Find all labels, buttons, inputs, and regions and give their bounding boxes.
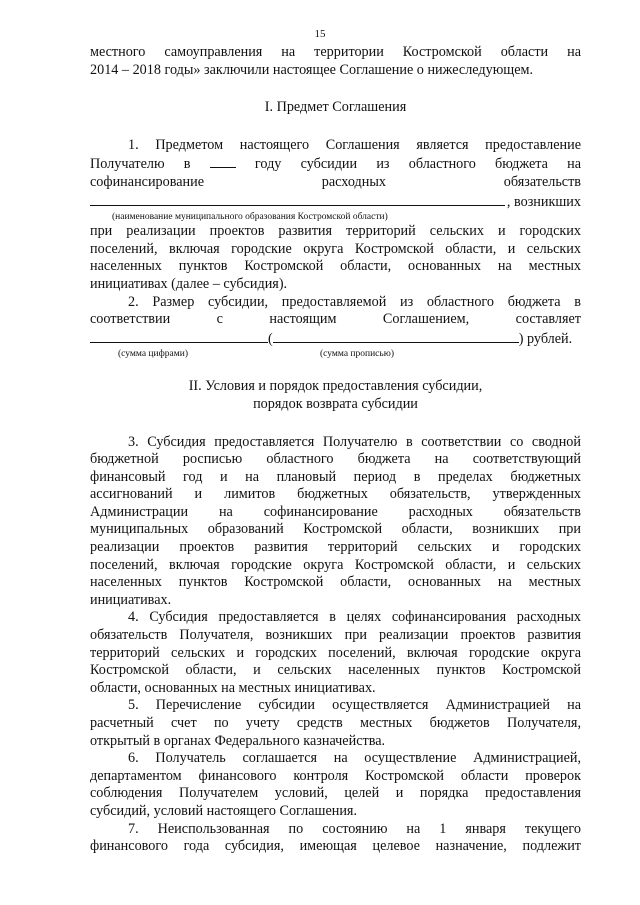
page-number: 15	[314, 28, 326, 40]
p5-line-3: открытый в органах Федерального казначейства.	[90, 732, 386, 749]
p1-line-1: 1. Предметом настоящего Соглашения является предоставление	[128, 136, 581, 153]
p3-line-6: муниципальных образований Костромской области, возникших при	[90, 521, 581, 538]
p3-line-1: 3. Субсидия предоставляется Получателю в соответствии со сводной	[128, 433, 581, 450]
year-blank	[210, 154, 236, 168]
p4-line-4: Костромской области, и сельских населенных пунктов Костромской	[90, 662, 581, 679]
p1-recipient-text: Получателю в	[90, 156, 191, 173]
p3-line-8: поселений, включая городские округа Костромской области, и сельских	[90, 556, 581, 573]
p6-line-3: соблюдения Получателем условий, целей и порядка предоставления	[90, 785, 581, 802]
p7-line-2: финансового года субсидия, имеющая целевое назначение, подлежит	[90, 838, 581, 855]
municipality-name-blank	[90, 192, 505, 206]
p7-line-1: 7. Неиспользованная по состоянию на 1 января текущего	[128, 820, 581, 837]
p1-line-3: софинансирование расходных обязательств	[90, 173, 581, 190]
p6-line-2: департаментом финансового контроля Костромской области проверок	[90, 767, 581, 784]
p3-line-2: бюджетной росписью областного бюджета на соответствующий	[90, 451, 581, 468]
rubles-text: ) рублей.	[518, 330, 573, 347]
p4-line-1: 4. Субсидия предоставляется в целях софинансирования расходных	[128, 609, 581, 626]
open-paren: (	[268, 330, 273, 347]
p1-line-6: поселений, включая городские округа Костромской области, и сельских	[90, 240, 581, 257]
p1-line-5: при реализации проектов развития территорий сельских и городских	[90, 223, 581, 240]
p1-line-7: населенных пунктов Костромской области, основанных на местных	[90, 258, 581, 275]
sum-words-blank	[273, 329, 519, 343]
p3-line-5: Администрации на софинансирование расходных обязательств	[90, 503, 581, 520]
municipality-name-caption: (наименование муниципального образования Костромской области)	[112, 212, 388, 223]
section-2-title-line-2: порядок возврата субсидии	[253, 395, 418, 412]
sum-words-caption: (сумма прописью)	[320, 349, 394, 360]
p3-line-7: реализации проектов развития территорий сельских и городских	[90, 539, 581, 556]
sum-digits-blank	[90, 329, 268, 343]
section-2-title-line-1: II. Условия и порядок предоставления субсидии,	[188, 378, 483, 395]
p4-line-5: области, основанных на местных инициативах.	[90, 679, 376, 696]
p5-line-1: 5. Перечисление субсидии осуществляется Администрацией на	[128, 697, 581, 714]
p3-line-3: финансовый год и на плановый период в пределах бюджетных	[90, 468, 581, 485]
p6-line-4: субсидий, условий настоящего Соглашения.	[90, 802, 358, 819]
p1-line-2	[90, 154, 581, 174]
section-1-title: I. Предмет Соглашения	[264, 99, 407, 116]
p1-line-8: инициативах (далее – субсидия).	[90, 275, 288, 292]
p3-line-4: ассигнований и лимитов бюджетных обязательств, утвержденных	[90, 486, 581, 503]
sum-digits-caption: (сумма цифрами)	[118, 349, 188, 360]
p3-line-9: населенных пунктов Костромской области, основанных на местных	[90, 574, 581, 591]
sum-captions	[90, 348, 581, 360]
p4-line-3: территорий сельских и городских поселений, включая городские округа	[90, 644, 581, 661]
p1-arising-text: , возникших	[506, 193, 581, 210]
p3-line-10: инициативах.	[90, 591, 172, 608]
p6-line-1: 6. Получатель соглашается на осуществление Администрацией,	[128, 750, 581, 767]
p1-year-text: году субсидии из областного бюджета на	[254, 156, 581, 173]
p5-line-2: расчетный счет по учету средств местных бюджетов Получателя,	[90, 715, 581, 731]
p4-line-2: обязательств Получателя, возникших при реализации проектов развития	[90, 627, 581, 644]
intro-line-1: местного самоуправления на территории Костромской области на	[90, 44, 581, 60]
document-body	[90, 44, 581, 856]
p2-line-2: соответствии с настоящим Соглашением, составляет	[90, 311, 581, 328]
intro-line-2: 2014 – 2018 годы» заключили настоящее Соглашение о нижеследующем.	[90, 61, 534, 78]
p2-line-1: 2. Размер субсидии, предоставляемой из областного бюджета в	[128, 293, 581, 310]
p2-line-3	[90, 329, 581, 349]
p1-line-4	[90, 192, 581, 212]
